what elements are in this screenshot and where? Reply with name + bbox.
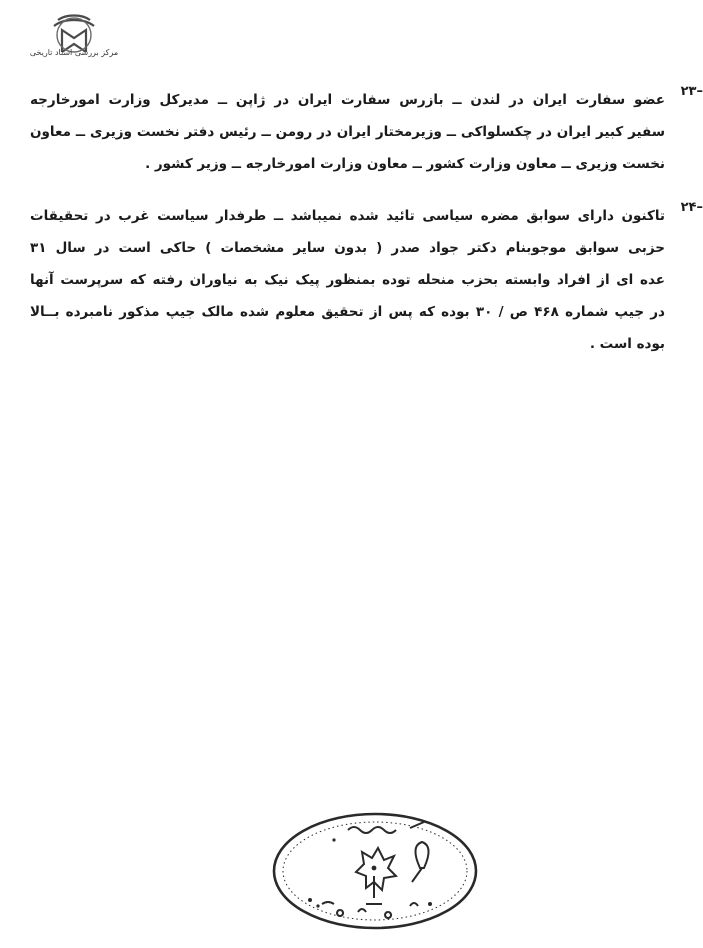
text-line: عده ای از افراد وابسته بحزب منحله توده بمنظور پیک نیک به نیاوران رفته که سرپرست آنها	[30, 272, 665, 288]
text-line: در جیپ شماره ۴۶۸ ص / ۳۰ بوده که پس از تحقیق معلوم شده مالک جیپ مذکور نامبرده بــالا	[30, 304, 665, 320]
archive-center-logo-icon	[24, 12, 124, 68]
list-item-24	[30, 200, 703, 360]
item-number: ۲۳–	[680, 84, 703, 99]
item-number: ۲۴–	[680, 200, 703, 215]
text-line: سفیر کبیر ایران در چکسلواکی ــ وزیرمختار ایران در رومن ــ رئیس دفتر نخست وزیری ــ معاون	[30, 124, 665, 140]
text-line: تاکنون دارای سوابق مضره سیاسی تائید شده نمیباشد ــ طرفدار سیاست غرب در تحقیقات	[30, 208, 665, 224]
text-line: حزبی سوابق موجوبنام دکتر جواد صدر ( بدون سایر مشخصات ) حاکی است در سال ۳۱	[30, 240, 665, 256]
list-item-23	[30, 84, 703, 180]
archive-caption: مرکز بررسی اسناد تاریخی	[29, 48, 119, 57]
text-line: نخست وزیری ــ معاون وزارت کشور ــ معاون وزارت امورخارجه ــ وزیر کشور .	[145, 156, 665, 172]
text-line: بوده است .	[589, 336, 665, 352]
official-seal-stamp-icon	[270, 810, 480, 932]
text-line: عضو سفارت ایران در لندن ــ بازرس سفارت ایران در ژاپن ــ مدیرکل وزارت امورخارجه	[30, 92, 665, 108]
